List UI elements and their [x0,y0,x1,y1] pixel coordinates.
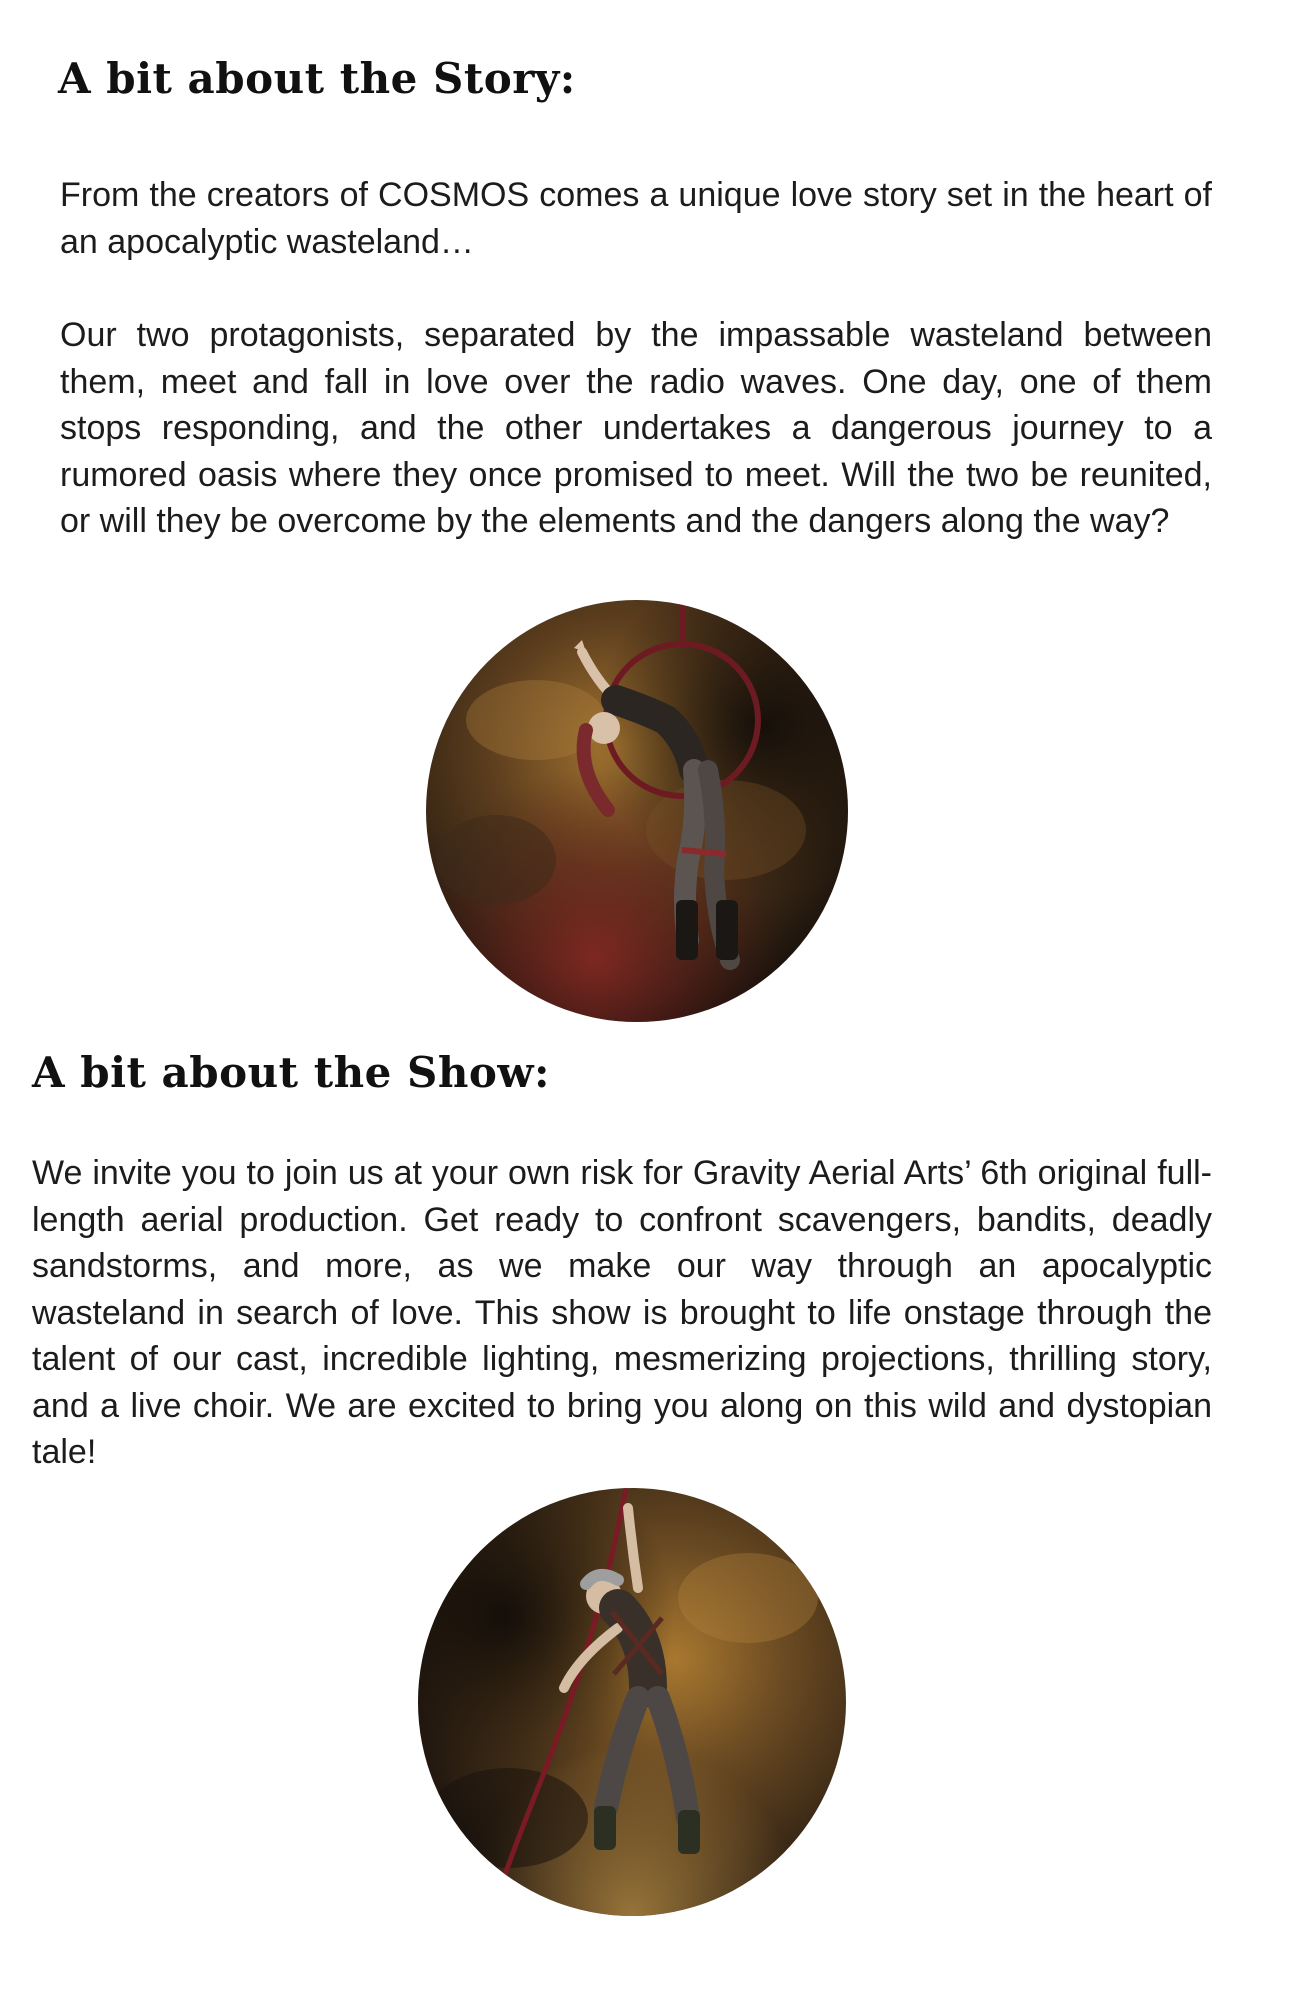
aerial-rope-illustration-svg [418,1488,846,1916]
show-heading: A bit about the Show: [32,1048,551,1097]
aerial-rope-performer-illustration [418,1488,846,1916]
story-heading: A bit about the Story: [58,54,576,103]
aerial-hoop-illustration-svg [426,600,848,1022]
aerial-hoop-performer-illustration [426,600,848,1022]
story-paragraph-plot: Our two protagonists, separated by the impassable wasteland between them, meet and fall in love over the radio waves. One day, one of them stops responding, and the other undertakes a dangerous journey to a rumored oasis where they once promised to meet. Will the two be reunited, or will they be overcome by the elements and the dangers along the way? [60,316,1212,540]
show-paragraph: We invite you to join us at your own risk for Gravity Aerial Arts’ 6th original full-length aerial production. Get ready to confront scavengers, bandits, deadly sandstorms, and more, as we make our way through an apocalyptic wasteland in search of love. This show is brought to life onstage through the talent of our cast, incredible lighting, mesmerizing projections, thrilling story, and a live choir. We are excited to bring you along on this wild and dystopian tale! [32,1154,1212,1471]
story-paragraph-intro: From the creators of COSMOS comes a unique love story set in the heart of an apocalyptic wasteland… [60,176,1212,261]
